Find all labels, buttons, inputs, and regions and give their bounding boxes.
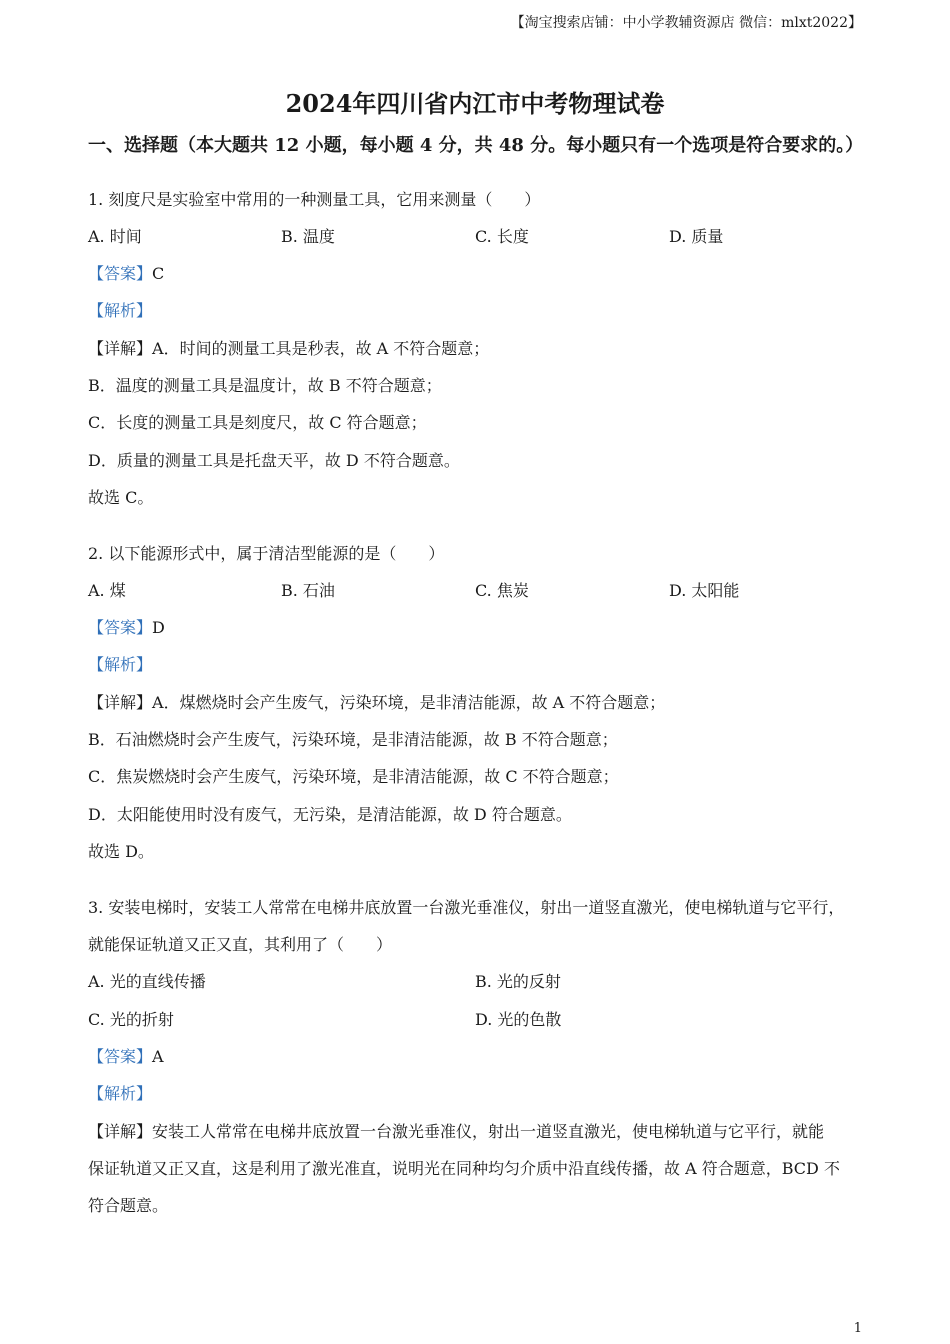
q2-option-c: C. 焦炭 <box>475 581 529 600</box>
q2-option-a: A. 煤 <box>88 581 126 600</box>
q2-option-b: B. 石油 <box>281 581 335 600</box>
answer-value: C <box>152 264 165 283</box>
q2-option-d: D. 太阳能 <box>669 581 740 600</box>
q3-analysis-tag: 【解析】 <box>88 1084 153 1103</box>
header-watermark: 【淘宝搜索店铺：中小学教辅资源店 微信：mlxt2022】 <box>510 15 862 31</box>
detail-text: A．时间的测量工具是秒表，故 A 不符合题意； <box>152 339 490 358</box>
detail-text: 安装工人常常在电梯井底放置一台激光垂准仪，射出一道竖直激光，使电梯轨道与它平行，就能 <box>152 1122 825 1141</box>
question-1-stem: 1. 刻度尺是实验室中常用的一种测量工具，它用来测量（ ） <box>88 190 541 209</box>
q2-detail-0 <box>88 690 665 713</box>
detail-text: A．煤燃烧时会产生废气，污染环境，是非清洁能源，故 A 不符合题意； <box>152 693 666 712</box>
q2-detail-1: B．石油燃烧时会产生废气，污染环境，是非清洁能源，故 B 不符合题意； <box>88 730 618 749</box>
answer-value: A <box>152 1047 164 1066</box>
q1-detail-2: C．长度的测量工具是刻度尺，故 C 符合题意； <box>88 413 427 432</box>
q2-answer <box>88 615 165 638</box>
answer-value: D <box>152 618 165 637</box>
q2-detail-3: D．太阳能使用时没有废气，无污染，是清洁能源，故 D 符合题意。 <box>88 805 572 824</box>
page-number: 1 <box>853 1321 862 1336</box>
section-heading: 一、选择题（本大题共 12 小题，每小题 4 分，共 48 分。每小题只有一个选项是符合要求的。） <box>88 135 864 156</box>
answer-tag: 【答案】 <box>88 618 153 637</box>
q2-detail-2: C．焦炭燃烧时会产生废气，污染环境，是非清洁能源，故 C 不符合题意； <box>88 767 619 786</box>
answer-tag: 【答案】 <box>88 1047 153 1066</box>
q3-option-b: B. 光的反射 <box>475 972 561 991</box>
question-3-stem-line-2: 就能保证轨道又正又直，其利用了（ ） <box>88 935 393 954</box>
q3-option-c: C. 光的折射 <box>88 1010 174 1029</box>
q1-answer <box>88 261 164 284</box>
q3-detail-2: 符合题意。 <box>88 1196 169 1215</box>
question-2-stem: 2. 以下能源形式中，属于清洁型能源的是（ ） <box>88 544 445 563</box>
q3-answer <box>88 1044 164 1067</box>
detail-tag: 【详解】 <box>88 693 153 712</box>
q3-option-a: A. 光的直线传播 <box>88 972 206 991</box>
page-title: 2024年四川省内江市中考物理试卷 <box>285 89 665 118</box>
q1-option-b: B. 温度 <box>281 227 335 246</box>
detail-tag: 【详解】 <box>88 1122 153 1141</box>
q1-detail-3: D．质量的测量工具是托盘天平，故 D 不符合题意。 <box>88 451 460 470</box>
q3-detail-0 <box>88 1119 824 1142</box>
detail-tag: 【详解】 <box>88 339 153 358</box>
q1-option-d: D. 质量 <box>669 227 724 246</box>
q1-option-c: C. 长度 <box>475 227 529 246</box>
q1-analysis-tag: 【解析】 <box>88 301 153 320</box>
q2-detail-4: 故选 D。 <box>88 842 154 861</box>
q1-detail-1: B．温度的测量工具是温度计，故 B 不符合题意； <box>88 376 442 395</box>
q2-analysis-tag: 【解析】 <box>88 655 153 674</box>
q3-option-d: D. 光的色散 <box>475 1010 562 1029</box>
q1-option-a: A. 时间 <box>88 227 142 246</box>
q1-detail-4: 故选 C。 <box>88 488 154 507</box>
answer-tag: 【答案】 <box>88 264 153 283</box>
q1-detail-0 <box>88 336 489 359</box>
question-3-stem-line-1: 3. 安装电梯时，安装工人常常在电梯井底放置一台激光垂准仪，射出一道竖直激光，使电梯轨道与它平行， <box>88 898 845 917</box>
q3-detail-1: 保证轨道又正又直，这是利用了激光准直，说明光在同种均匀介质中沿直线传播，故 A 符合题意，BCD 不 <box>88 1159 840 1178</box>
